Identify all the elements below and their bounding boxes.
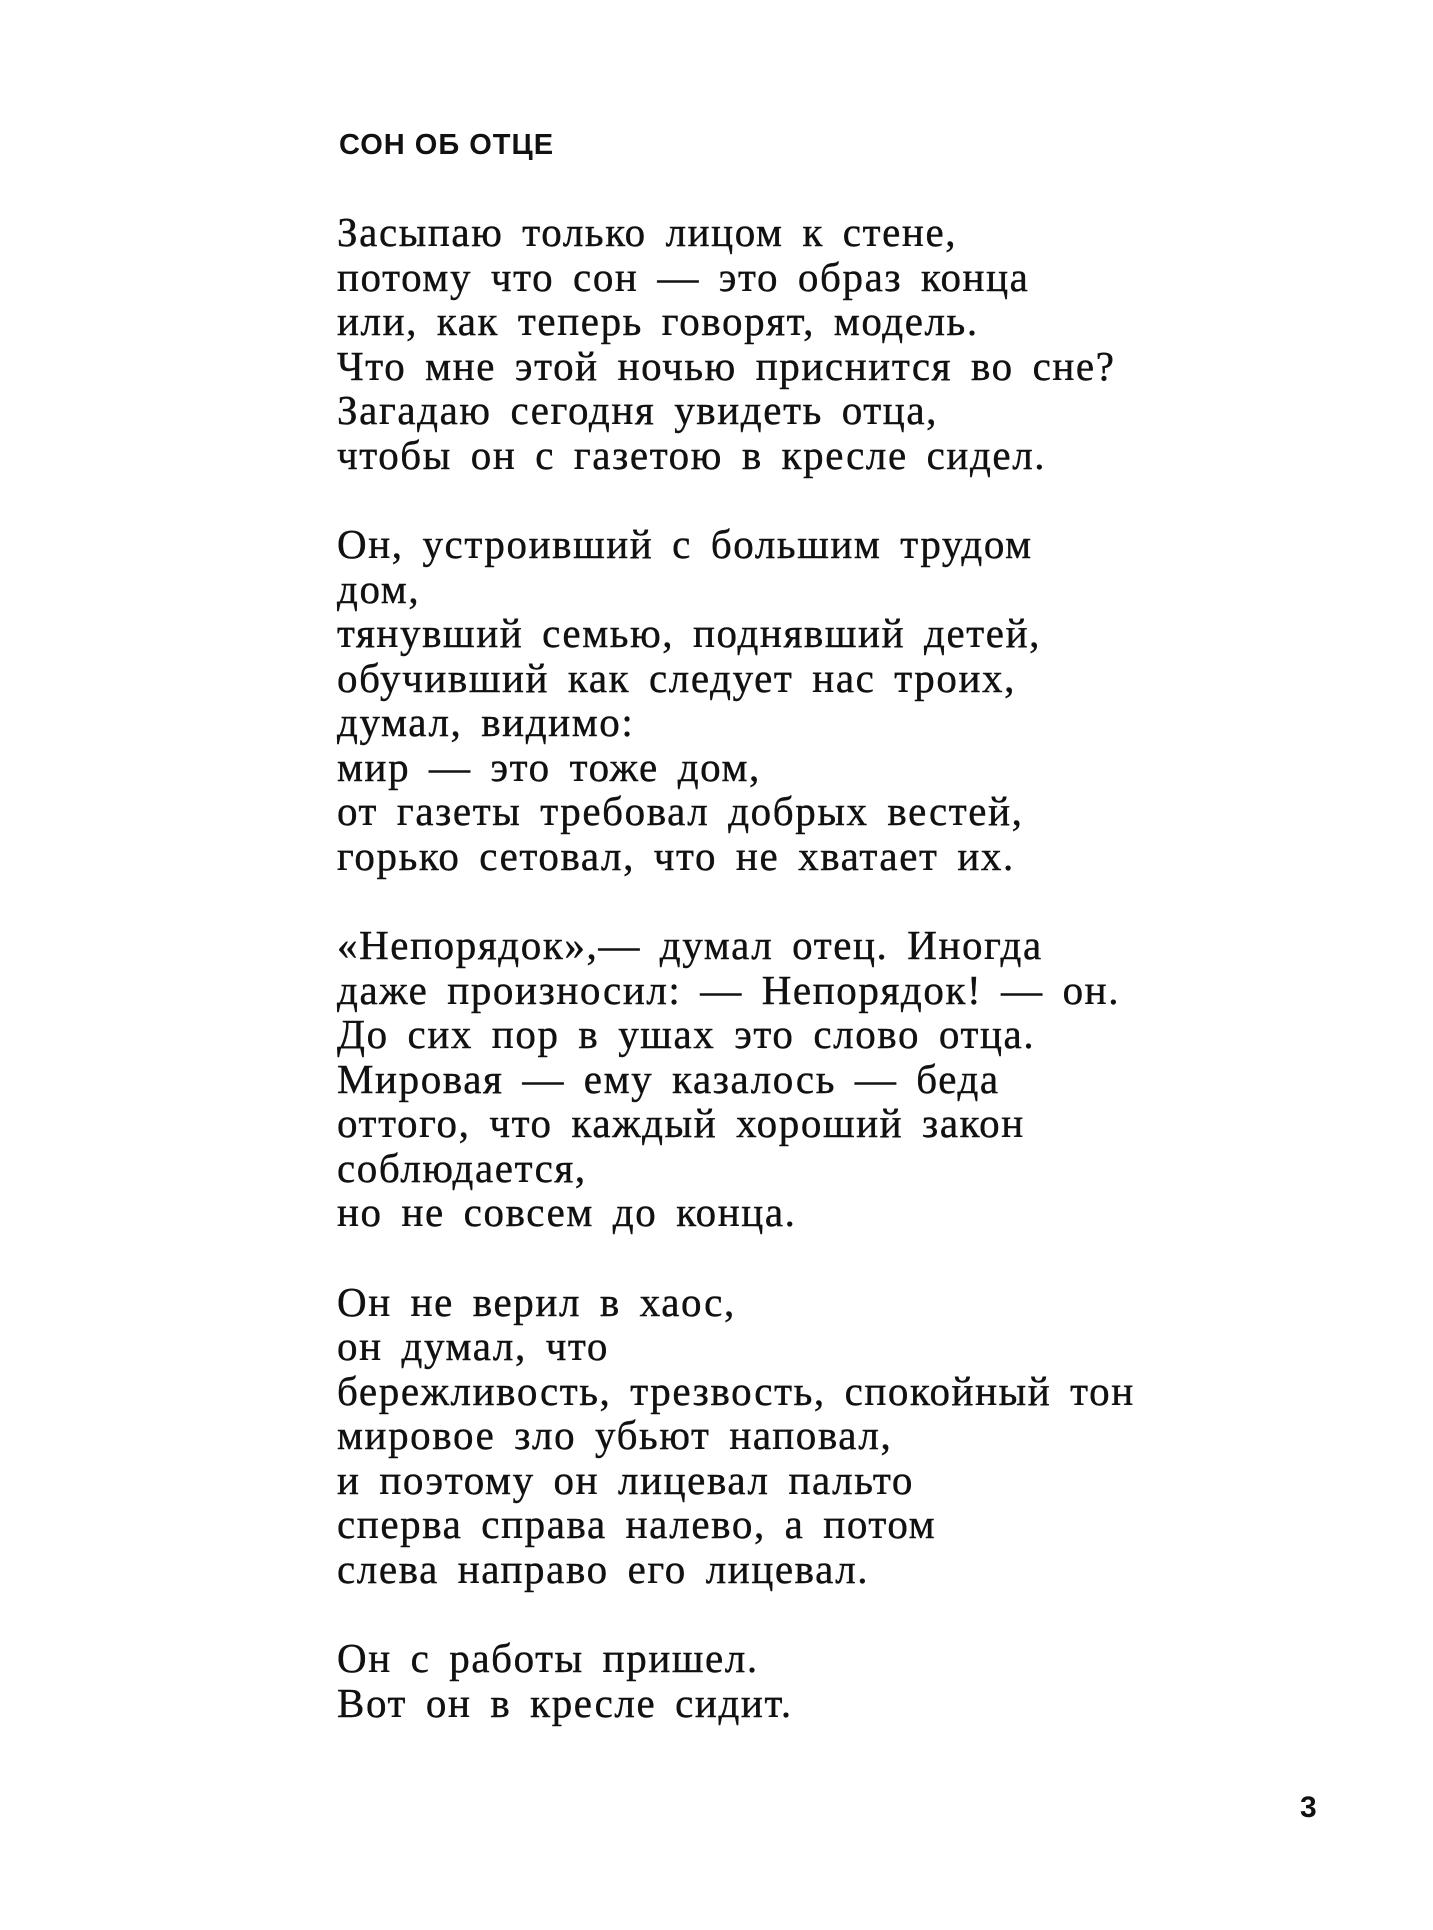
stanza — [337, 1636, 1337, 1725]
poem-line: соблюдается, — [337, 1144, 587, 1191]
poem-line: мировое зло убьют наповал, — [337, 1412, 893, 1458]
poem-line: Загадаю сегодня увидеть отца, — [337, 387, 939, 433]
poem-line: потому что сон — это образ конца — [337, 253, 1030, 300]
poem-line: Он не верил в хаос, — [337, 1278, 736, 1325]
stanza — [337, 923, 1337, 1235]
poem-line: бережливость, трезвость, спокойный тон — [337, 1367, 1135, 1414]
poem-line: тянувший семью, поднявший детей, — [337, 610, 1041, 656]
stanza — [337, 522, 1337, 878]
poem-line: сперва справа налево, а потом — [337, 1501, 937, 1547]
poem-line: дом, — [337, 565, 421, 612]
poem-line: Засыпаю только лицом к стене, — [337, 209, 958, 255]
poem-line: или, как теперь говорят, модель. — [337, 298, 979, 344]
stanza — [337, 1280, 1337, 1592]
poem-line: даже произносил: — Непорядок! — он. — [337, 966, 1121, 1013]
poem-line: думал, видимо: — [337, 699, 635, 745]
poem-line: чтобы он с газетою в кресле сидел. — [337, 431, 1047, 478]
poem-line: и поэтому он лицевал пальто — [337, 1456, 915, 1503]
poem-line: горько сетовал, что не хватает их. — [337, 832, 1015, 879]
poem-line: обучивший как следует нас троих, — [337, 654, 1016, 701]
poem-line: Что мне этой ночью приснится во сне? — [337, 342, 1116, 389]
poem-line: До сих пор в ушах это слово отца. — [337, 1011, 1036, 1057]
poem-line: мир — это тоже дом, — [337, 743, 761, 790]
poem-line: оттого, что каждый хороший закон — [337, 1100, 1025, 1146]
poem-line: Вот он в кресле сидит. — [337, 1679, 793, 1726]
poem-line: «Непорядок»,— думал отец. Иногда — [337, 922, 1043, 968]
poem-line: от газеты требовал добрых вестей, — [337, 788, 1024, 834]
poem-line: он думал, что — [337, 1323, 609, 1369]
poem-title: СОН ОБ ОТЦЕ — [339, 129, 555, 161]
poem-line: Он с работы пришел. — [337, 1635, 759, 1681]
poem-line: Он, устроивший с большим трудом — [337, 521, 1033, 567]
poem-line: но не совсем до конца. — [337, 1189, 797, 1235]
poem-line: Мировая — ему казалось — беда — [337, 1055, 1000, 1102]
poem-line: слева направо его лицевал. — [337, 1545, 870, 1592]
page-number: 3 — [1300, 1791, 1317, 1824]
poem-body — [337, 210, 1337, 1770]
stanza — [337, 210, 1337, 477]
